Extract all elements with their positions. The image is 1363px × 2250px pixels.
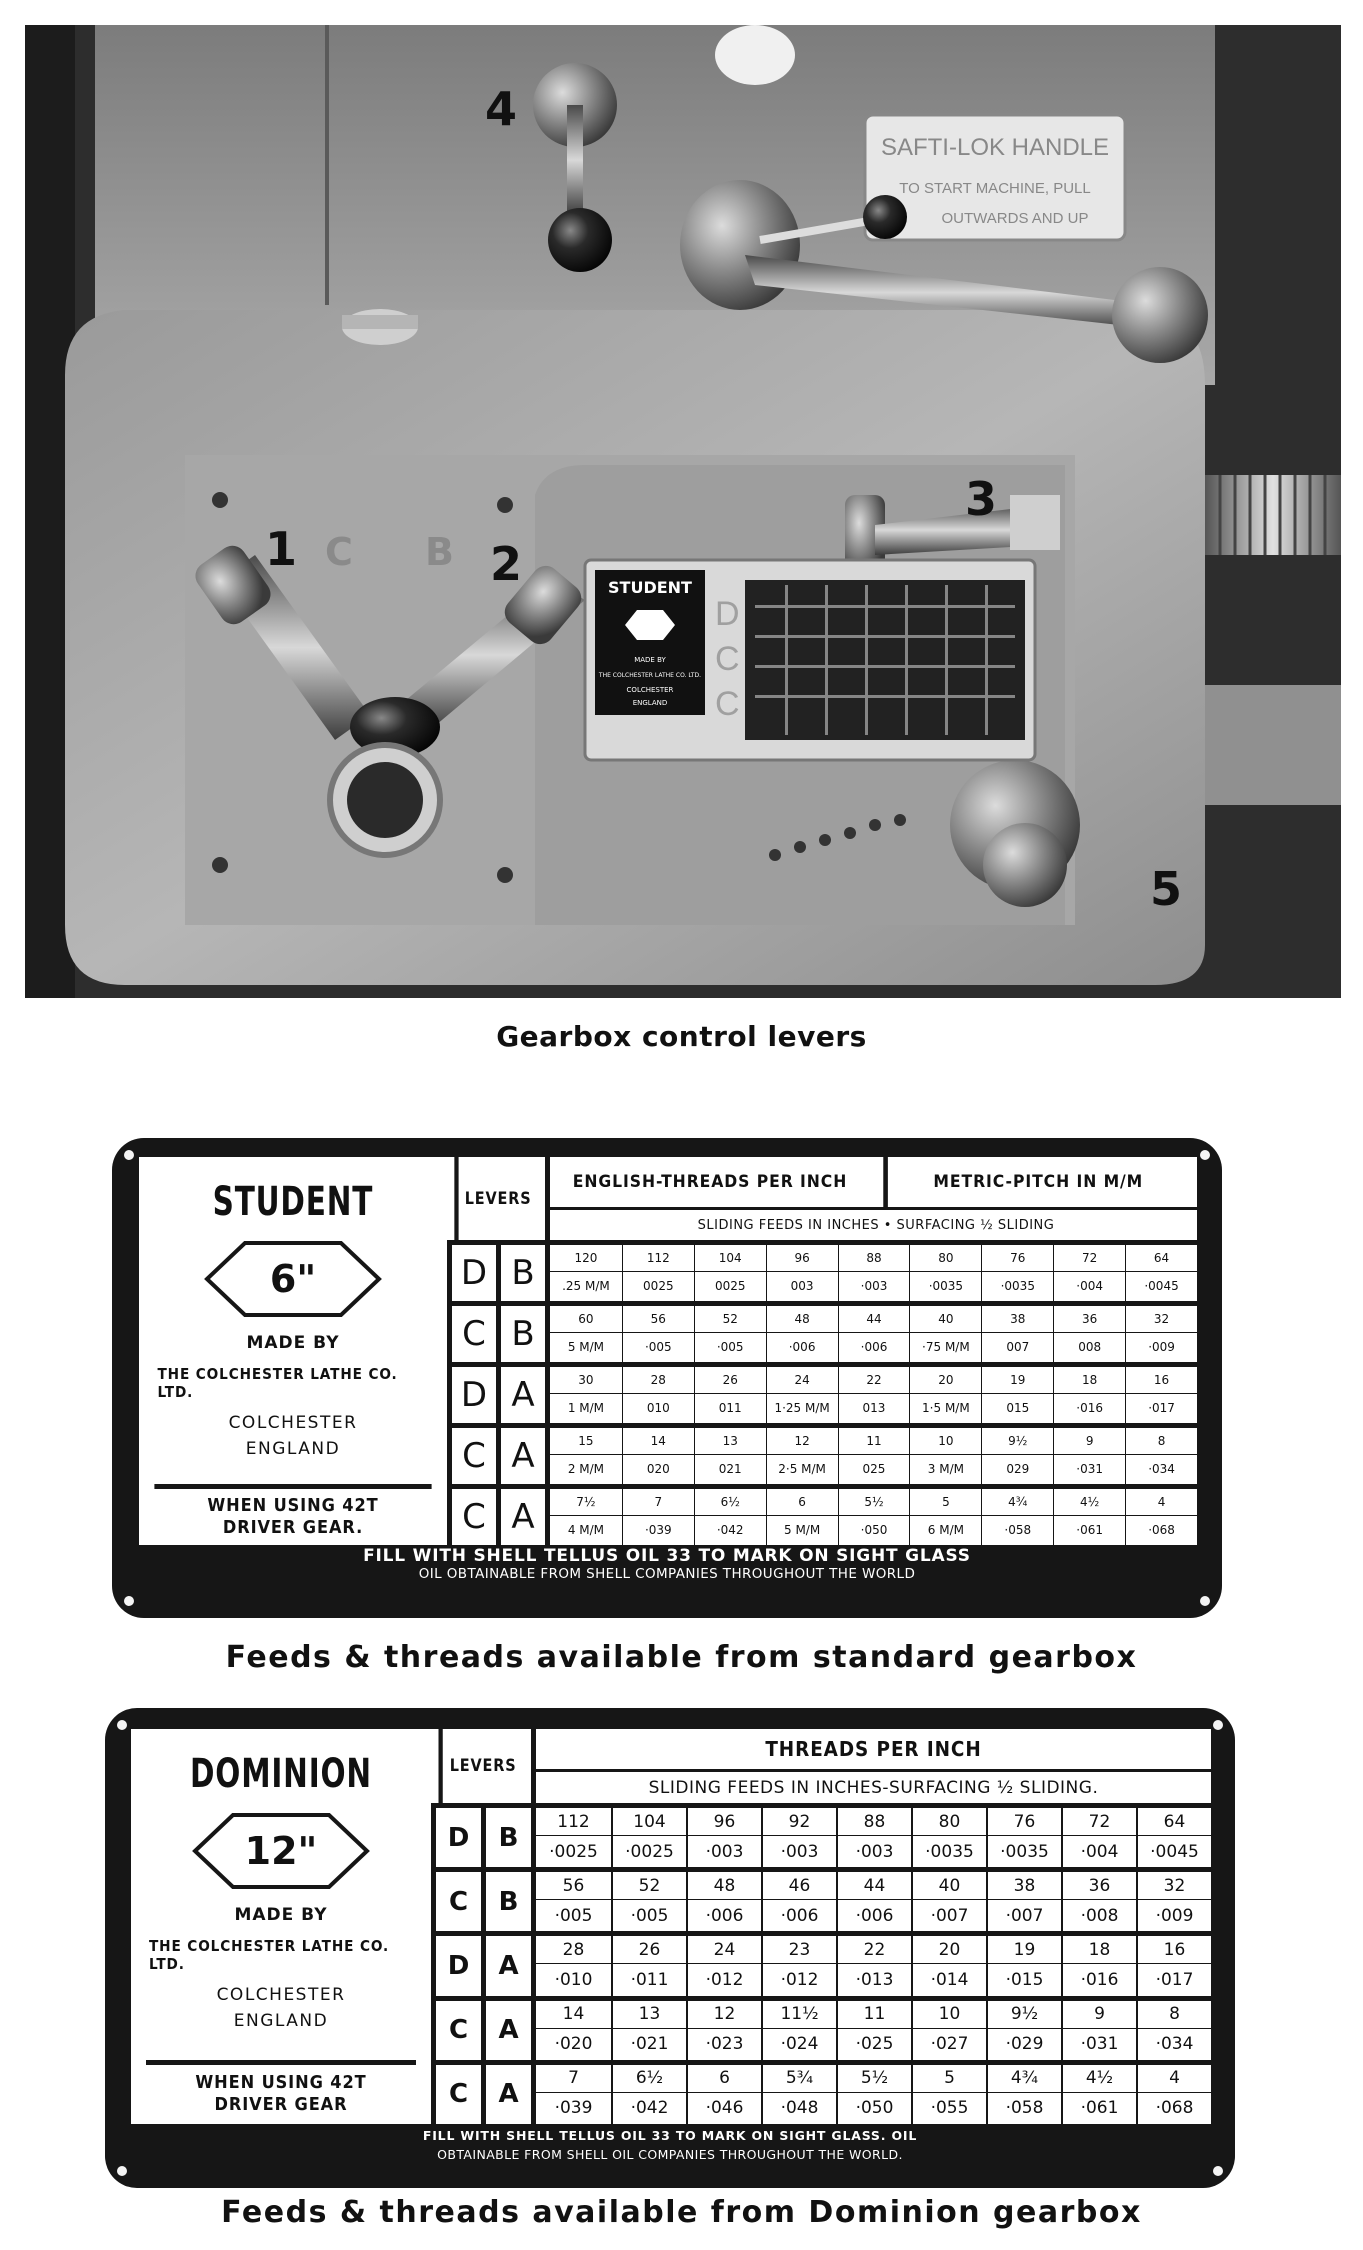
student-thread-cell: 9½ xyxy=(981,1428,1053,1454)
dominion-thread-cell: 26 xyxy=(611,1936,686,1963)
student-thread-cell: 6 xyxy=(766,1489,838,1515)
dominion-feed-cell: ·031 xyxy=(1061,2028,1136,2060)
student-feed-cell: 5 M/M xyxy=(550,1332,622,1363)
student-city: COLCHESTER xyxy=(228,1413,358,1433)
student-feed-cell: 3 M/M xyxy=(909,1454,981,1485)
dominion-feed-cell: ·0025 xyxy=(611,1835,686,1867)
dominion-feed-cell: ·012 xyxy=(686,1963,761,1995)
dominion-thread-cell: 88 xyxy=(836,1808,911,1835)
dominion-threads-row xyxy=(531,1931,1211,1963)
student-feed-cell: 0025 xyxy=(694,1271,766,1302)
student-feeds-row xyxy=(545,1454,1197,1485)
student-feed-cell: ·004 xyxy=(1053,1271,1125,1302)
svg-text:D: D xyxy=(715,595,740,633)
dominion-thread-cell: 8 xyxy=(1136,2001,1211,2028)
dominion-lever-second: B xyxy=(481,1867,531,1931)
dominion-thread-cell: 48 xyxy=(686,1872,761,1899)
student-feed-cell: 015 xyxy=(981,1393,1053,1424)
student-feed-cell: 003 xyxy=(766,1271,838,1302)
student-brand-panel xyxy=(139,1157,447,1484)
dominion-thread-cell: 38 xyxy=(986,1872,1061,1899)
student-thread-cell: 96 xyxy=(766,1245,838,1271)
student-lever-second: A xyxy=(496,1484,545,1545)
dominion-feed-cell: ·068 xyxy=(1136,2092,1211,2124)
student-feed-cell: ·034 xyxy=(1125,1454,1197,1485)
student-feed-cell: ·005 xyxy=(622,1332,694,1363)
dominion-threads-row xyxy=(531,2060,1211,2092)
student-thread-cell: 60 xyxy=(578,1311,594,1326)
student-feed-cell: 1·5 M/M xyxy=(909,1393,981,1424)
dominion-thread-cell: 9½ xyxy=(986,2001,1061,2028)
student-company: THE COLCHESTER LATHE CO. LTD. xyxy=(157,1365,398,1401)
dominion-thread-cell: 7 xyxy=(568,2068,579,2089)
dominion-feed-cell: ·048 xyxy=(761,2092,836,2124)
student-thread-cell: 44 xyxy=(838,1306,910,1332)
dominion-footer xyxy=(105,2126,1235,2163)
dominion-feed-cell: ·050 xyxy=(836,2092,911,2124)
student-lever-first: C xyxy=(447,1484,496,1545)
student-feed-cell: 2 M/M xyxy=(550,1454,622,1485)
student-levers-header: LEVERS xyxy=(454,1157,537,1240)
dominion-lever-second: B xyxy=(481,1803,531,1867)
student-feed-cell: 4 M/M xyxy=(550,1515,622,1546)
student-feed-cell: 1·25 M/M xyxy=(766,1393,838,1424)
dominion-lever-first: D xyxy=(431,1803,481,1867)
student-lever-first: D xyxy=(447,1362,496,1423)
dominion-lever-second: A xyxy=(481,2060,531,2124)
student-feeds-row xyxy=(545,1515,1197,1546)
student-footer xyxy=(112,1546,1222,1583)
student-feed-cell: 025 xyxy=(838,1454,910,1485)
dominion-feed-cell: ·020 xyxy=(536,2028,611,2060)
student-thread-cell: 80 xyxy=(909,1245,981,1271)
dominion-size-hexagon xyxy=(191,1811,371,1891)
student-english-header: ENGLISH-THREADS PER INCH xyxy=(572,1172,848,1192)
dominion-threads-row xyxy=(531,1803,1211,1835)
dominion-feed-cell: ·013 xyxy=(836,1963,911,1995)
student-size-hexagon xyxy=(203,1239,383,1319)
student-thread-cell: 48 xyxy=(766,1306,838,1332)
student-feed-cell: ·042 xyxy=(694,1515,766,1546)
student-thread-cell: 40 xyxy=(909,1306,981,1332)
student-thread-cell: 16 xyxy=(1125,1367,1197,1393)
student-thread-cell: 88 xyxy=(838,1245,910,1271)
student-thread-cell: 20 xyxy=(909,1367,981,1393)
student-thread-cell: 4½ xyxy=(1053,1489,1125,1515)
svg-text:C: C xyxy=(715,640,740,678)
student-feed-cell: ·068 xyxy=(1125,1515,1197,1546)
dominion-thread-cell: 104 xyxy=(611,1808,686,1835)
student-when-line2: DRIVER GEAR. xyxy=(222,1517,364,1538)
dominion-feed-cell: ·027 xyxy=(911,2028,986,2060)
student-thread-cell: 7 xyxy=(622,1489,694,1515)
student-feed-cell: ·0045 xyxy=(1125,1271,1197,1302)
student-thread-cell: 26 xyxy=(694,1367,766,1393)
student-feed-cell: ·009 xyxy=(1125,1332,1197,1363)
dominion-thread-cell: 6½ xyxy=(611,2065,686,2092)
student-feed-cell: 007 xyxy=(981,1332,1053,1363)
student-feed-cell: 011 xyxy=(694,1393,766,1424)
dominion-feed-cell: ·042 xyxy=(611,2092,686,2124)
dominion-thread-cell: 72 xyxy=(1061,1808,1136,1835)
student-thread-cell: 30 xyxy=(578,1372,594,1387)
student-thread-cell: 4 xyxy=(1125,1489,1197,1515)
dominion-caption: Feeds & threads available from Dominion gearbox xyxy=(221,2195,1142,2230)
mini-plate-city: COLCHESTER xyxy=(626,686,674,694)
dominion-brand-panel xyxy=(131,1729,431,2060)
student-thread-cell: 8 xyxy=(1125,1428,1197,1454)
student-thread-cell: 38 xyxy=(981,1306,1053,1332)
student-lever-second: B xyxy=(496,1301,545,1362)
dominion-feed-cell: ·034 xyxy=(1136,2028,1211,2060)
mini-plate-country: ENGLAND xyxy=(632,699,668,707)
dominion-thread-cell: 11 xyxy=(836,2001,911,2028)
dominion-thread-cell: 14 xyxy=(562,2004,585,2025)
dominion-thread-cell: 10 xyxy=(911,2001,986,2028)
dominion-thread-cell: 44 xyxy=(836,1872,911,1899)
dominion-levers-header: LEVERS xyxy=(439,1729,524,1803)
student-feed-cell: ·061 xyxy=(1053,1515,1125,1546)
dominion-thread-cell: 76 xyxy=(986,1808,1061,1835)
dominion-thread-cell: 52 xyxy=(611,1872,686,1899)
student-feed-cell: ·058 xyxy=(981,1515,1053,1546)
dominion-country: ENGLAND xyxy=(233,2011,329,2031)
dominion-thread-cell: 18 xyxy=(1061,1936,1136,1963)
student-lever-second: B xyxy=(496,1240,545,1301)
student-country: ENGLAND xyxy=(245,1439,341,1459)
student-thread-cell: 13 xyxy=(694,1428,766,1454)
dominion-plate-table xyxy=(131,1729,1211,2124)
dominion-thread-cell: 19 xyxy=(986,1936,1061,1963)
student-thread-cell: 6½ xyxy=(694,1489,766,1515)
student-plate-table xyxy=(139,1157,1197,1545)
student-thread-cell: 76 xyxy=(981,1245,1053,1271)
student-feed-cell: ·016 xyxy=(1053,1393,1125,1424)
mini-plate-brand: STUDENT xyxy=(608,578,692,597)
dominion-thread-cell: 24 xyxy=(686,1936,761,1963)
student-threads-row xyxy=(545,1423,1197,1454)
mini-plate-made-by: MADE BY xyxy=(634,656,666,664)
dominion-feed-cell: ·0025 xyxy=(536,1835,611,1867)
dominion-thread-cell: 22 xyxy=(836,1936,911,1963)
dominion-thread-cell: 4¾ xyxy=(986,2065,1061,2092)
dominion-threads-row xyxy=(531,1996,1211,2028)
student-feed-cell: ·003 xyxy=(838,1271,910,1302)
dominion-feed-cell: ·0045 xyxy=(1136,1835,1211,1867)
student-feed-cell: ·006 xyxy=(838,1332,910,1363)
dominion-thread-cell: 5¾ xyxy=(761,2065,836,2092)
student-thread-cell: 52 xyxy=(694,1306,766,1332)
student-feed-cell: ·0035 xyxy=(981,1271,1053,1302)
student-feed-cell: 1 M/M xyxy=(550,1393,622,1424)
student-made-by: MADE BY xyxy=(246,1333,340,1353)
dominion-when-using xyxy=(146,2060,416,2124)
dominion-lever-first: C xyxy=(431,1867,481,1931)
student-thread-cell: 4¾ xyxy=(981,1489,1053,1515)
student-thread-cell: 12 xyxy=(766,1428,838,1454)
student-thread-cell: 19 xyxy=(981,1367,1053,1393)
dominion-feed-cell: ·058 xyxy=(986,2092,1061,2124)
dominion-feed-cell: ·029 xyxy=(986,2028,1061,2060)
student-thread-cell: 36 xyxy=(1053,1306,1125,1332)
dominion-thread-cell: 5½ xyxy=(836,2065,911,2092)
dominion-feeds-row xyxy=(531,1835,1211,1867)
dominion-thread-cell: 46 xyxy=(761,1872,836,1899)
student-threads-row xyxy=(545,1484,1197,1515)
student-threads-row xyxy=(545,1240,1197,1271)
dominion-feed-cell: ·039 xyxy=(536,2092,611,2124)
student-thread-cell: 14 xyxy=(622,1428,694,1454)
dominion-when-line2: DRIVER GEAR xyxy=(214,2094,348,2116)
dominion-thread-cell: 32 xyxy=(1136,1872,1211,1899)
dominion-feed-cell: ·006 xyxy=(686,1899,761,1931)
dominion-thread-cell: 4½ xyxy=(1061,2065,1136,2092)
student-feed-cell: 5 M/M xyxy=(766,1515,838,1546)
dominion-feed-cell: ·023 xyxy=(686,2028,761,2060)
dominion-feeds-row xyxy=(531,1899,1211,1931)
dominion-feed-cell: ·016 xyxy=(1061,1963,1136,1995)
lever-letter-b: B xyxy=(425,530,454,574)
dominion-made-by: MADE BY xyxy=(234,1905,328,1925)
student-feed-cell: 2·5 M/M xyxy=(766,1454,838,1485)
dominion-thread-cell: 12 xyxy=(686,2001,761,2028)
student-feed-cell: ·0035 xyxy=(909,1271,981,1302)
dominion-feed-cell: ·025 xyxy=(836,2028,911,2060)
dominion-thread-cell: 64 xyxy=(1136,1808,1211,1835)
dominion-lever-second: A xyxy=(481,1996,531,2060)
student-feed-cell: ·017 xyxy=(1125,1393,1197,1424)
student-thread-cell: 120 xyxy=(574,1250,598,1265)
dominion-company: THE COLCHESTER LATHE CO. LTD. xyxy=(149,1937,390,1973)
dominion-thread-cell: 56 xyxy=(562,1875,585,1896)
student-feed-cell: 021 xyxy=(694,1454,766,1485)
student-feed-cell: ·006 xyxy=(766,1332,838,1363)
dominion-feed-cell: ·046 xyxy=(686,2092,761,2124)
student-lever-first: C xyxy=(447,1423,496,1484)
dominion-feed-cell: ·011 xyxy=(611,1963,686,1995)
student-thread-cell: 7½ xyxy=(576,1494,596,1509)
student-footer-line2: OIL OBTAINABLE FROM SHELL COMPANIES THROUGHOUT THE WORLD xyxy=(418,1566,916,1582)
student-thread-cell: 5½ xyxy=(838,1489,910,1515)
dominion-lever-first: D xyxy=(431,1931,481,1995)
dominion-feed-cell: ·007 xyxy=(911,1899,986,1931)
student-lever-first: C xyxy=(447,1301,496,1362)
dominion-when-line1: WHEN USING 42T xyxy=(195,2072,367,2094)
student-feed-cell: 020 xyxy=(622,1454,694,1485)
student-feed-cell: ·039 xyxy=(622,1515,694,1546)
callout-1: 1 xyxy=(265,522,298,576)
photo-caption: Gearbox control levers xyxy=(496,1020,867,1053)
dominion-footer-line1: FILL WITH SHELL TELLUS OIL 33 TO MARK ON SIGHT GLASS. OIL xyxy=(422,2128,918,2143)
student-lever-second: A xyxy=(496,1423,545,1484)
student-feed-cell: ·031 xyxy=(1053,1454,1125,1485)
student-thread-cell: 24 xyxy=(766,1367,838,1393)
student-thread-cell: 22 xyxy=(838,1367,910,1393)
dominion-feed-cell: ·012 xyxy=(761,1963,836,1995)
dominion-feed-cell: ·006 xyxy=(836,1899,911,1931)
student-threads-row xyxy=(545,1362,1197,1393)
student-feed-cell: 008 xyxy=(1053,1332,1125,1363)
student-feeds-row xyxy=(545,1393,1197,1424)
student-thread-cell: 15 xyxy=(578,1433,594,1448)
student-footer-line1: FILL WITH SHELL TELLUS OIL 33 TO MARK ON SIGHT GLASS xyxy=(363,1546,971,1566)
student-thread-cell: 5 xyxy=(909,1489,981,1515)
dominion-thread-cell: 4 xyxy=(1136,2065,1211,2092)
student-feed-cell: 0025 xyxy=(622,1271,694,1302)
dominion-thread-cell: 9 xyxy=(1061,2001,1136,2028)
dominion-main-header: THREADS PER INCH xyxy=(765,1737,982,1761)
dominion-footer-line2: OBTAINABLE FROM SHELL OIL COMPANIES THROUGHOUT THE WORLD. xyxy=(437,2147,903,2162)
dominion-size: 12" xyxy=(244,1829,318,1873)
dominion-feed-cell: ·0035 xyxy=(911,1835,986,1867)
student-sub-header: SLIDING FEEDS IN INCHES • SURFACING ½ SLIDING xyxy=(550,1207,1202,1240)
dominion-feed-cell: ·061 xyxy=(1061,2092,1136,2124)
dominion-sub-header: SLIDING FEEDS IN INCHES-SURFACING ½ SLIDING. xyxy=(536,1769,1211,1803)
student-feed-cell: .25 M/M xyxy=(550,1271,622,1302)
student-thread-cell: 10 xyxy=(909,1428,981,1454)
dominion-feed-cell: ·004 xyxy=(1061,1835,1136,1867)
dominion-thread-cell: 11½ xyxy=(761,2001,836,2028)
callout-4: 4 xyxy=(485,82,518,136)
dominion-feed-cell: ·005 xyxy=(536,1899,611,1931)
student-feed-cell: 010 xyxy=(622,1393,694,1424)
dominion-feed-cell: ·003 xyxy=(686,1835,761,1867)
dominion-thread-cell: 16 xyxy=(1136,1936,1211,1963)
dominion-city: COLCHESTER xyxy=(216,1985,346,2005)
student-feed-cell: 013 xyxy=(838,1393,910,1424)
student-thread-cell: 104 xyxy=(694,1245,766,1271)
student-when-using xyxy=(154,1484,431,1545)
student-feed-cell: ·050 xyxy=(838,1515,910,1546)
student-lever-first: D xyxy=(447,1240,496,1301)
gearbox-photo xyxy=(25,25,1341,998)
dominion-feed-cell: ·005 xyxy=(611,1899,686,1931)
student-thread-cell: 18 xyxy=(1053,1367,1125,1393)
student-feeds-row xyxy=(545,1332,1197,1363)
student-caption: Feeds & threads available from standard gearbox xyxy=(225,1640,1138,1675)
dominion-feed-cell: ·006 xyxy=(761,1899,836,1931)
dominion-lever-first: C xyxy=(431,2060,481,2124)
safti-lok-line1: TO START MACHINE, PULL xyxy=(899,180,1091,197)
student-metric-header: METRIC-PITCH IN M/M xyxy=(883,1157,1188,1207)
student-size: 6" xyxy=(269,1257,317,1301)
svg-text:C: C xyxy=(715,685,740,723)
safti-lok-title: SAFTI-LOK HANDLE xyxy=(880,134,1110,161)
student-feed-cell: 029 xyxy=(981,1454,1053,1485)
dominion-feed-cell: ·007 xyxy=(986,1899,1061,1931)
dominion-lever-second: A xyxy=(481,1931,531,1995)
dominion-thread-cell: 13 xyxy=(611,2001,686,2028)
dominion-feed-cell: ·009 xyxy=(1136,1899,1211,1931)
dominion-thread-cell: 96 xyxy=(686,1808,761,1835)
safti-lok-line2: OUTWARDS AND UP xyxy=(941,210,1089,227)
student-thread-cell: 64 xyxy=(1125,1245,1197,1271)
dominion-feeds-row xyxy=(531,2028,1211,2060)
student-feed-cell: 6 M/M xyxy=(909,1515,981,1546)
dominion-feed-cell: ·055 xyxy=(911,2092,986,2124)
dominion-feed-cell: ·021 xyxy=(611,2028,686,2060)
student-lever-second: A xyxy=(496,1362,545,1423)
student-thread-cell: 72 xyxy=(1053,1245,1125,1271)
lever-letter-c: C xyxy=(325,530,353,574)
dominion-thread-cell: 92 xyxy=(761,1808,836,1835)
student-feed-cell: ·005 xyxy=(694,1332,766,1363)
student-thread-cell: 28 xyxy=(622,1367,694,1393)
student-threads-row xyxy=(545,1301,1197,1332)
dominion-feed-cell: ·017 xyxy=(1136,1963,1211,1995)
student-plate xyxy=(112,1138,1222,1618)
dominion-thread-cell: 23 xyxy=(761,1936,836,1963)
dominion-thread-cell: 112 xyxy=(557,1811,590,1832)
student-thread-cell: 56 xyxy=(622,1306,694,1332)
mini-plate-company: THE COLCHESTER LATHE CO. LTD. xyxy=(598,672,702,679)
dominion-feed-cell: ·003 xyxy=(761,1835,836,1867)
dominion-brand-title: DOMINION xyxy=(190,1751,372,1797)
student-thread-cell: 11 xyxy=(838,1428,910,1454)
student-brand-title: STUDENT xyxy=(212,1179,374,1225)
dominion-feed-cell: ·0035 xyxy=(986,1835,1061,1867)
callout-5: 5 xyxy=(1150,862,1183,916)
student-thread-cell: 9 xyxy=(1053,1428,1125,1454)
dominion-feeds-row xyxy=(531,1963,1211,1995)
student-feeds-row xyxy=(545,1271,1197,1302)
dominion-thread-cell: 5 xyxy=(911,2065,986,2092)
dominion-thread-cell: 20 xyxy=(911,1936,986,1963)
callout-2: 2 xyxy=(490,537,523,591)
student-thread-cell: 112 xyxy=(622,1245,694,1271)
callout-3: 3 xyxy=(965,472,998,526)
student-feed-cell: ·75 M/M xyxy=(909,1332,981,1363)
dominion-threads-row xyxy=(531,1867,1211,1899)
dominion-feed-cell: ·003 xyxy=(836,1835,911,1867)
dominion-feed-cell: ·010 xyxy=(536,1963,611,1995)
student-when-line1: WHEN USING 42T xyxy=(207,1495,379,1516)
dominion-feeds-row xyxy=(531,2092,1211,2124)
dominion-lever-first: C xyxy=(431,1996,481,2060)
dominion-feed-cell: ·015 xyxy=(986,1963,1061,1995)
student-thread-cell: 32 xyxy=(1125,1306,1197,1332)
dominion-plate xyxy=(105,1708,1235,2188)
dominion-feed-cell: ·014 xyxy=(911,1963,986,1995)
dominion-feed-cell: ·008 xyxy=(1061,1899,1136,1931)
dominion-feed-cell: ·024 xyxy=(761,2028,836,2060)
student-header-area xyxy=(545,1157,1197,1240)
dominion-thread-cell: 28 xyxy=(562,1939,585,1960)
dominion-thread-cell: 36 xyxy=(1061,1872,1136,1899)
dominion-thread-cell: 40 xyxy=(911,1872,986,1899)
dominion-thread-cell: 6 xyxy=(686,2065,761,2092)
dominion-thread-cell: 80 xyxy=(911,1808,986,1835)
dominion-header-area xyxy=(531,1729,1211,1803)
